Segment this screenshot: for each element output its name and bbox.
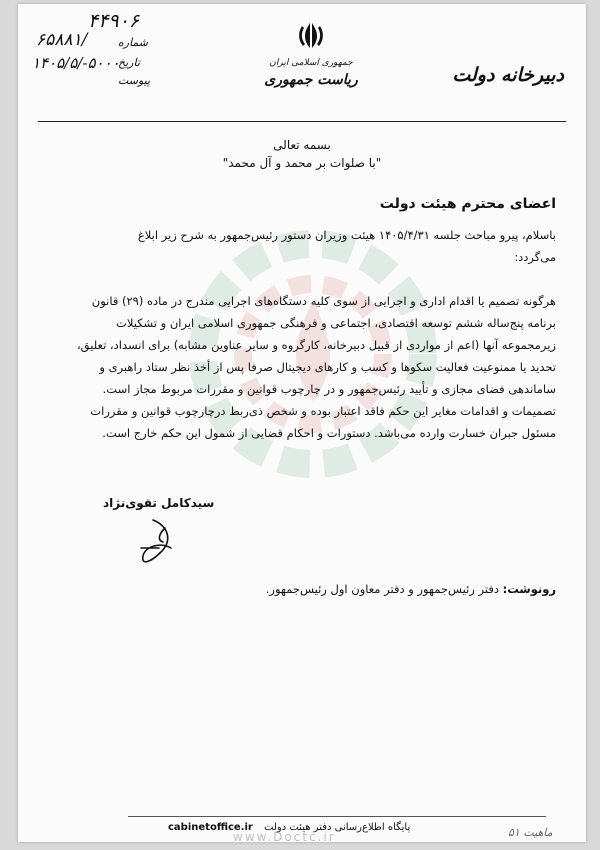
cc-label: رونوشت:: [502, 582, 556, 596]
addressee: اعضای محترم هیئت دولت: [379, 196, 556, 212]
body-line: زیرمجموعه آنها (اعم از مواردی از قبیل دبیرخانه، کارگروه و سایر عناوین مشابه) برای انسداد، تعلیق،: [76, 338, 556, 352]
basmala: بسمه تعالی: [273, 138, 331, 152]
cc-line: [266, 582, 556, 596]
iran-emblem-icon: [294, 18, 328, 52]
handwritten-number: ۶۵۸۸۱/: [36, 30, 88, 50]
footer-caption: پایگاه اطلاع‌رسانی دفتر هیئت دولت: [264, 822, 411, 833]
body-line: تصمیمات و اقدامات مغایر این حکم فاقد اعتبار بوده و شخص ذی‌ربط درچارچوب قوانین و مقررات: [90, 404, 556, 418]
body-line: تحدید یا ممنوعیت فعالیت سکوها و کسب و کارهای دیجیتال صرفا پس از أخذ نظر ستاد راهبری و: [99, 360, 556, 374]
body-line: هرگونه تصمیم یا اقدام اداری و اجرایی از سوی کلیه دستگاه‌های اجرایی مندرج در ماده (۲۹) قانون: [91, 294, 556, 308]
intro-line: می‌گردد:: [514, 250, 556, 264]
signatory-name: سیدکامل تقوی‌نژاد: [103, 496, 215, 510]
body-paragraph: [48, 290, 556, 444]
handwritten-number-top: ۴۴۹۰۶: [88, 10, 140, 32]
footer-divider: [128, 816, 546, 817]
intro-paragraph: [48, 224, 556, 268]
intro-line: باسلام، پیرو مباحث جلسه ۱۴۰۵/۴/۳۱ هیئت وزیران دستور رئیس‌جمهور به شرح زیر ابلاغ: [137, 228, 556, 242]
republic-name: جمهوری اسلامی ایران: [269, 58, 353, 68]
footer-website: cabinetoffice.ir: [168, 822, 253, 833]
body-line: ساماندهی فضای مجازی و تأیید رئیس‌جمهور و در چارچوب قوانین و مقررات مربوط مجاز است.: [102, 382, 556, 396]
cc-text: دفتر رئیس‌جمهور و دفتر معاون اول رئیس‌جمهور.: [265, 582, 499, 596]
body-line: مسئول جبران خسارت وارده می‌باشد. دستورات و احکام قضایی از شمول این حکم خارج است.: [102, 426, 556, 440]
office-title: دبیرخانه دولت: [452, 64, 564, 86]
header-emblem-block: [256, 18, 366, 88]
attachment-label: پیوست: [118, 74, 151, 87]
presidency-title: ریاست جمهوری: [264, 72, 358, 88]
salawat: "با صلوات بر محمد و آل محمد": [222, 156, 382, 170]
number-label: شماره: [118, 36, 149, 49]
body-line: برنامه پنج‌ساله ششم توسعه اقتصادی، اجتماعی و فرهنگی جمهوری اسلامی ایران و تشکیلات: [116, 316, 556, 330]
document-page: [18, 4, 586, 842]
corner-mark: ماهیت ۵۱: [508, 826, 553, 839]
header-divider: [38, 121, 566, 122]
signature-mark: [113, 512, 203, 572]
handwritten-date: ۱۴۰۵/۵/-۵۰۰۰: [32, 54, 120, 72]
date-label: تاریخ: [118, 56, 140, 69]
footer-watermark-url: www.Doctc.ir: [233, 830, 336, 844]
